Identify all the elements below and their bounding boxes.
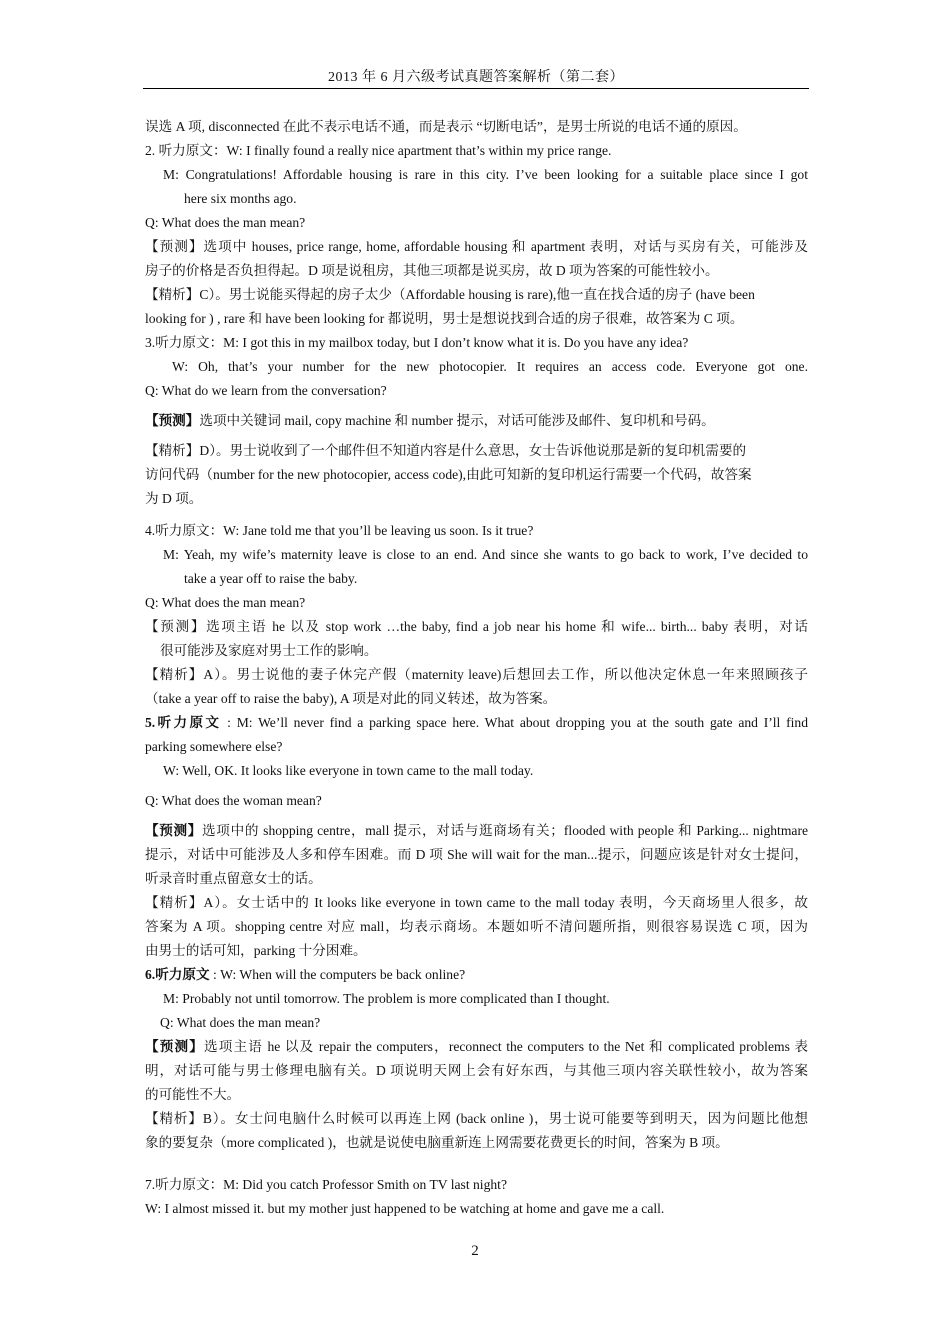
text-line: 提示，对话中可能涉及人多和停车困难。而 D 项 She will wait for the man...提示，问题应该是针对女士提问， — [145, 847, 808, 862]
question-6-transcript: 6.听力原文 : W: When will the computers be back online? — [145, 967, 466, 982]
text-line: M: Probably not until tomorrow. The problem is more complicated than I thought. — [163, 991, 610, 1006]
question-line: Q: What does the man mean? — [145, 215, 306, 230]
analysis-line: 【精析】A）。女士话中的 It looks like everyone in town came to the mall today 表明，今天商场里人很多，故 — [145, 895, 808, 910]
text-line: 很可能涉及家庭对男士工作的影响。 — [160, 643, 378, 658]
header-divider — [143, 88, 809, 89]
analysis-line: 【精析】C）。男士说能买得起的房子太少（Affordable housing is rare),他一直在找合适的房子 (have been — [145, 287, 755, 302]
question-line: Q: What does the man mean? — [145, 595, 306, 610]
question-7-transcript: 7.听力原文：M: Did you catch Professor Smith on TV last night? — [145, 1177, 507, 1192]
text-line: W: Oh, that’s your number for the new photocopier. It requires an access code. Everyone got one. — [172, 359, 808, 374]
question-2-transcript: 2. 听力原文：W: I finally found a really nice apartment that’s within my price range. — [145, 143, 612, 158]
analysis-line: 【精析】B）。女士问电脑什么时候可以再连上网 (back online )，男士说可能要等到明天，因为问题比他想 — [145, 1111, 808, 1126]
text-line: 为 D 项。 — [145, 491, 203, 506]
question-line: Q: What does the woman mean? — [145, 793, 322, 808]
text-line: 访问代码（number for the new photocopier, access code),由此可知新的复印机运行需要一个代码，故答案 — [145, 467, 752, 482]
prediction-line: 【预测】选项中 houses, price range, home, affordable housing 和 apartment 表明，对话与买房有关，可能涉及 — [145, 239, 808, 254]
prediction-line: 【预测】选项主语 he 以及 repair the computers，reconnect the computers to the Net 和 complicated problems 表 — [145, 1039, 808, 1054]
text-line: 答案为 A 项。shopping centre 对应 mall，均表示商场。本题如听不清问题所指，则很容易误选 C 项，因为 — [145, 919, 808, 934]
text-line: parking somewhere else? — [145, 739, 283, 754]
page-header-title: 2013 年 6 月六级考试真题答案解析（第二套） — [328, 70, 624, 85]
question-4-transcript: 4.听力原文：W: Jane told me that you’ll be leaving us soon. Is it true? — [145, 523, 534, 538]
prediction-line: 【预测】选项主语 he 以及 stop work …the baby, find a job near his home 和 wife... birth... baby 表明，对话 — [145, 619, 808, 634]
text-line: 听录音时重点留意女士的话。 — [145, 871, 322, 886]
analysis-line: 【精析】D）。男士说收到了一个邮件但不知道内容是什么意思，女士告诉他说那是新的复印机需要的 — [145, 443, 747, 458]
prediction-line: 【预测】选项中的 shopping centre，mall 提示，对话与逛商场有关；flooded with people 和 Parking... nightmare — [145, 823, 808, 838]
text-line: here six months ago. — [184, 191, 297, 206]
question-5-transcript: 5.听力原文 : M: We’ll never find a parking space here. What about dropping you at the south gate and I’ll find — [145, 715, 808, 730]
text-line: 象的要复杂（more complicated )，也就是说使电脑重新连上网需要花费更长的时间，答案为 B 项。 — [145, 1135, 729, 1150]
text-line: M: Congratulations! Affordable housing is rare in this city. I’ve been looking for a suitable place since I got — [163, 167, 808, 182]
page-number: 2 — [471, 1243, 479, 1259]
question-3-transcript: 3.听力原文：M: I got this in my mailbox today, but I don’t know what it is. Do you have any idea? — [145, 335, 689, 350]
text-line: 明，对话可能与男士修理电脑有关。D 项说明天网上会有好东西，与其他三项内容关联性较小，故为答案 — [145, 1063, 808, 1078]
text-line: （take a year off to raise the baby), A 项是对此的同义转述，故为答案。 — [145, 691, 557, 706]
text-line: M: Yeah, my wife’s maternity leave is close to an end. And since she wants to go back to work, I’ve decided to — [163, 547, 808, 562]
text-line: 误选 A 项, disconnected 在此不表示电话不通，而是表示 “切断电话”，是男士所说的电话不通的原因。 — [145, 119, 747, 134]
text-line: take a year off to raise the baby. — [184, 571, 358, 586]
question-line: Q: What do we learn from the conversation? — [145, 383, 387, 398]
question-line: Q: What does the man mean? — [160, 1015, 321, 1030]
prediction-line: 【预测】选项中关键词 mail, copy machine 和 number 提示，对话可能涉及邮件、复印机和号码。 — [145, 413, 715, 428]
text-line: looking for ) , rare 和 have been looking for 都说明，男士是想说找到合适的房子很难，故答案为 C 项。 — [145, 311, 744, 326]
text-line: W: Well, OK. It looks like everyone in town came to the mall today. — [163, 763, 534, 778]
text-line: 房子的价格是否负担得起。D 项是说租房，其他三项都是说买房，故 D 项为答案的可能性较小。 — [145, 263, 719, 278]
analysis-line: 【精析】A）。男士说他的妻子休完产假（maternity leave)后想回去工作，所以他决定休息一年来照顾孩子 — [145, 667, 808, 682]
text-line: W: I almost missed it. but my mother just happened to be watching at home and gave me a call. — [145, 1201, 665, 1216]
document-body — [145, 115, 808, 1221]
text-line: 的可能性不大。 — [145, 1087, 241, 1102]
text-line: 由男士的话可知，parking 十分困难。 — [145, 943, 367, 958]
